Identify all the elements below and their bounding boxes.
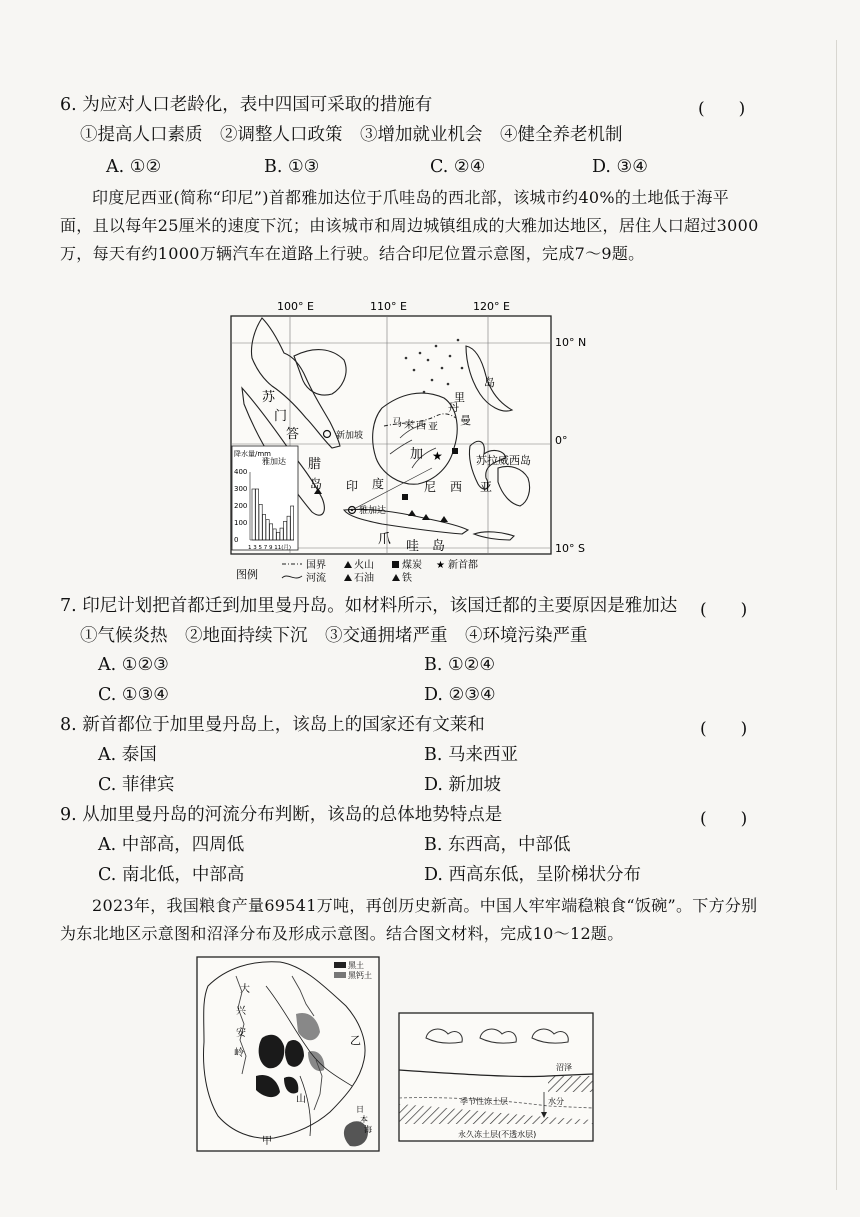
tick-0: 0: [234, 536, 239, 544]
legend-border: 国界: [306, 560, 326, 571]
label-an: 安: [236, 1028, 246, 1039]
map1-legend: [236, 558, 478, 584]
q7-option-b: B. ①②④: [424, 655, 496, 675]
q6-option-b: B. ①③: [264, 157, 320, 177]
svg-text:西: 西: [416, 421, 426, 432]
tick-200: 200: [234, 502, 248, 510]
legend-river-line: [282, 576, 302, 578]
q9-answer-paren: ( ): [700, 809, 748, 829]
q7-option-d: D. ②③④: [424, 685, 496, 705]
climate-ylabel: 降水量/mm: [234, 450, 271, 458]
lon-120-label: 120° E: [473, 300, 510, 313]
legend-river: 河流: [306, 573, 326, 584]
new-capital-marker: ★: [432, 449, 443, 463]
svg-text:度: 度: [372, 477, 385, 491]
legend-chernozem: 黑钙土: [348, 971, 372, 980]
label-ri: 日: [356, 1105, 364, 1114]
q8-option-a: A. 泰国: [98, 745, 157, 765]
legend-capital: 新首都: [448, 560, 478, 571]
label-ben: 本: [360, 1115, 368, 1124]
legend-volcano-icon: [344, 561, 352, 568]
northeast-map: [196, 956, 380, 1152]
q9-option-a: A. 中部高，四周低: [98, 835, 245, 855]
legend-black-soil: 黑土: [348, 961, 364, 970]
swamp-diagram: [398, 1012, 594, 1142]
swamp-area: [548, 1076, 593, 1092]
svg-text:苏拉威西岛: 苏拉威西岛: [476, 454, 531, 467]
legend-black-soil-swatch: [334, 962, 346, 968]
coal-marker: [402, 494, 408, 500]
svg-text:门: 门: [274, 409, 288, 424]
page-edge: [836, 40, 837, 1190]
q7-option-a: A. ①②③: [98, 655, 169, 675]
legend-iron-icon: [392, 574, 400, 581]
svg-text:马: 马: [392, 418, 402, 429]
seasonal-layer-label: 季节性冻土层: [460, 1097, 508, 1106]
indonesia-map: [222, 298, 588, 586]
q8-option-d: D. 新加坡: [424, 775, 502, 795]
q9-option-d: D. 西高东低，呈阶梯状分布: [424, 865, 642, 885]
svg-text:亚: 亚: [480, 480, 493, 494]
q7-stem: 7. 印尼计划把首都迁到加里曼丹岛。如材料所示，该国迁都的主要原因是雅加达: [60, 596, 678, 616]
svg-text:里: 里: [454, 391, 465, 404]
svg-text:印: 印: [346, 479, 359, 493]
lon-100-label: 100° E: [277, 300, 314, 313]
q6-stem: 6. 为应对人口老龄化，表中四国可采取的措施有: [60, 95, 433, 115]
q7-option-c: C. ①③④: [98, 685, 169, 705]
svg-text:岛: 岛: [432, 539, 446, 554]
label-xing: 兴: [236, 1006, 246, 1017]
svg-text:来: 来: [404, 420, 414, 431]
q7-items: ①气候炎热 ②地面持续下沉 ③交通拥堵严重 ④环境污染严重: [80, 626, 588, 646]
coal-marker: [452, 448, 458, 454]
tick-300: 300: [234, 485, 248, 493]
lat-10n-label: 10° N: [555, 336, 587, 349]
passage-grain: 2023年，我国粮食产量69541万吨，再创历史新高。中国人牢牢端稳粮食“饭碗”。下方分别为东北地区示意图和沼泽分布及形成示意图。结合图文材料，完成10～12题。: [60, 896, 758, 943]
svg-text:西: 西: [450, 480, 463, 494]
q6-option-d: D. ③④: [592, 157, 648, 177]
svg-text:苏: 苏: [262, 390, 276, 405]
svg-text:答: 答: [286, 427, 300, 442]
water-label: 水分: [548, 1097, 564, 1106]
svg-text:腊: 腊: [308, 457, 322, 472]
jakarta-label: 雅加达: [359, 506, 387, 516]
q8-option-c: C. 菲律宾: [98, 775, 175, 795]
svg-text:岛: 岛: [310, 477, 323, 491]
passage-indonesia: 印度尼西亚(简称“印尼”)首都雅加达位于爪哇岛的西北部，该城市约40%的土地低于海平面，且以每年25厘米的速度下沉；由该城市和周边城镇组成的大雅加达地区，居住人口超过3000万，每天有约1000万辆汽车在道路上行驶。结合印尼位置示意图，完成7～9题。: [60, 188, 759, 263]
q9-option-c: C. 南北低，中部高: [98, 865, 245, 885]
tick-400: 400: [234, 468, 248, 476]
label-hai: 海: [364, 1125, 372, 1134]
svg-text:尼: 尼: [424, 480, 437, 494]
climate-xlabel: 1 3 5 7 9 11(月): [248, 545, 292, 551]
legend-oil-icon: [344, 574, 352, 581]
legend-title: 图例: [236, 568, 258, 581]
svg-text:曼: 曼: [460, 414, 471, 427]
label-da: 大: [240, 984, 250, 995]
svg-text:哇: 哇: [406, 539, 420, 554]
q6-option-c: C. ②④: [430, 157, 486, 177]
q6-items: ①提高人口素质 ②调整人口政策 ③增加就业机会 ④健全养老机制: [80, 125, 623, 145]
svg-text:爪: 爪: [378, 532, 392, 547]
lat-0-label: 0°: [555, 434, 568, 447]
q8-option-b: B. 马来西亚: [424, 745, 518, 765]
q9-option-b: B. 东西高，中部低: [424, 835, 571, 855]
q9-stem: 9. 从加里曼丹岛的河流分布判断，该岛的总体地势特点是: [60, 805, 503, 825]
climate-chart: [232, 446, 298, 551]
legend-volcano: 火山: [354, 560, 374, 571]
q6-option-a: A. ①②: [106, 157, 162, 177]
label-jia: 甲: [262, 1136, 272, 1147]
q7-answer-paren: ( ): [700, 600, 748, 620]
label-yi: 乙: [350, 1034, 361, 1047]
tick-100: 100: [234, 519, 248, 527]
singapore-label: 新加坡: [336, 431, 364, 441]
label-ling: 岭: [234, 1048, 244, 1059]
swamp-label: 沼泽: [556, 1063, 572, 1072]
legend-iron: 铁: [402, 573, 412, 584]
svg-text:丹: 丹: [448, 401, 459, 414]
legend-oil: 石油: [354, 573, 374, 584]
legend-capital-icon: ★: [436, 560, 445, 571]
lon-110-label: 110° E: [370, 300, 407, 313]
legend-chernozem-swatch: [334, 972, 346, 978]
q8-stem: 8. 新首都位于加里曼丹岛上，该岛上的国家还有文莱和: [60, 715, 485, 735]
svg-text:亚: 亚: [428, 422, 438, 433]
q6-answer-paren: ( ): [698, 99, 746, 119]
climate-title: 雅加达: [262, 457, 286, 466]
legend-coal: 煤炭: [402, 560, 422, 571]
q8-answer-paren: ( ): [700, 719, 748, 739]
legend-coal-icon: [392, 561, 399, 568]
permafrost-label: 永久冻土层(不透水层): [458, 1130, 537, 1139]
svg-text:岛: 岛: [484, 376, 495, 389]
label-shan: 山: [296, 1094, 306, 1105]
lat-10s-label: 10° S: [555, 542, 585, 555]
svg-text:加: 加: [410, 447, 424, 462]
